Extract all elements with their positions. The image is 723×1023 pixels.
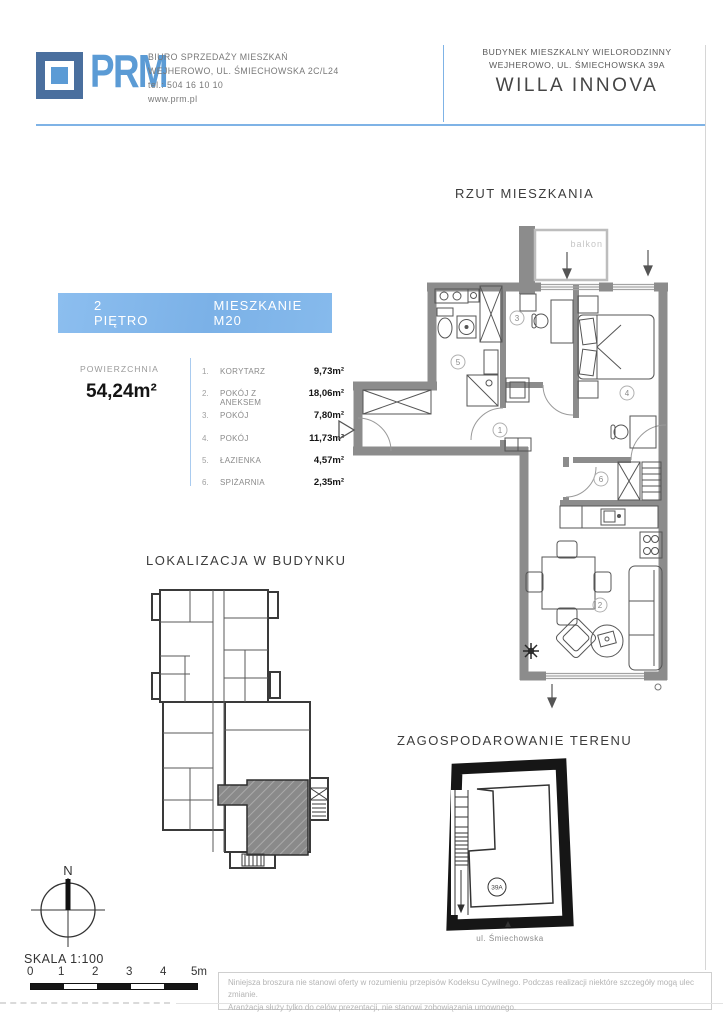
plan-marker <box>655 684 661 690</box>
company-website: www.prm.pl <box>148 94 198 105</box>
scale-label: SKALA 1:100 <box>24 952 104 966</box>
header-rule <box>36 124 705 126</box>
pantry-furniture <box>618 462 661 500</box>
room-area: 18,06m² <box>308 388 344 400</box>
room-row <box>202 366 344 388</box>
room-list <box>202 366 344 499</box>
room-number: 3. <box>202 411 209 421</box>
company-line: BIURO SPRZEDAŻY MIESZKAŃ <box>148 52 288 62</box>
entrance-arrow-icon <box>339 421 354 439</box>
compass <box>25 862 115 957</box>
scale-tick: 3 <box>126 966 133 978</box>
room-number: 4. <box>202 433 209 443</box>
total-area-value: 54,24m² <box>86 381 157 402</box>
room-row <box>202 388 344 410</box>
kitchen-furniture <box>560 506 662 558</box>
room-row <box>202 433 344 455</box>
header-divider <box>443 45 444 122</box>
scale-ticks <box>27 966 217 980</box>
building-type: BUDYNEK MIESZKALNY WIELORODZINNY <box>482 47 672 57</box>
site-plan-title: ZAGOSPODAROWANIE TERENU <box>397 733 633 748</box>
apartment-floor-plan <box>337 222 715 714</box>
unit-label: MIESZKANIE M20 <box>213 298 303 328</box>
room-area: 7,80m² <box>313 410 344 422</box>
building-info <box>449 46 705 97</box>
balcony-label: balkon <box>570 239 603 249</box>
street-label: ul. Śmiechowska <box>476 934 544 943</box>
room-number: 5. <box>202 455 209 465</box>
location-plan-title: LOKALIZACJA W BUDYNKU <box>146 553 347 568</box>
scale-tick: 2 <box>92 966 99 978</box>
room-area: 9,73m² <box>313 366 344 377</box>
room-number: 1. <box>202 367 209 376</box>
room-name: POKÓJ <box>220 433 249 443</box>
svg-text:1: 1 <box>497 426 503 435</box>
total-area-label: POWIERZCHNIA <box>80 364 159 374</box>
room-number: 2. <box>202 389 209 399</box>
scale-tick: 1 <box>58 966 65 978</box>
room-row <box>202 477 344 499</box>
svg-text:6: 6 <box>598 475 604 484</box>
svg-text:4: 4 <box>624 389 630 398</box>
plant-icon <box>523 643 539 659</box>
disclaimer-line: Aranżacja służy tylko do celów prezentacji, nie stanowi zobowiązania umownego. <box>228 1002 517 1012</box>
room-name: KORYTARZ <box>220 367 266 376</box>
prm-logo-icon <box>36 52 83 99</box>
scale-tick: 5m <box>191 966 207 978</box>
company-line: tel.: 504 16 10 10 <box>148 80 224 91</box>
disclaimer-box <box>218 972 712 1010</box>
building-location-plan <box>130 578 370 874</box>
scale-tick: 4 <box>160 966 167 978</box>
north-label: N <box>63 863 73 878</box>
north-needle-icon <box>66 879 71 910</box>
disclaimer-line: Niniejsza broszura nie stanowi oferty w rozumieniu przepisów Kodeksu Cywilnego. Podczas realizacji niektóre szczegóły mogą ulec zmianie. <box>228 978 694 1000</box>
outer-walls <box>353 283 668 680</box>
site-plan <box>435 755 585 945</box>
room-number: 6. <box>202 477 209 487</box>
scale-bar <box>30 983 198 990</box>
svg-text:3: 3 <box>514 314 520 323</box>
building-name: WILLA INNOVA <box>495 74 659 96</box>
room-name: ŁAZIENKA <box>220 455 262 465</box>
room-name: SPIŻARNIA <box>220 477 265 487</box>
room-area: 2,35m² <box>313 476 344 488</box>
room-area: 4,57m² <box>313 454 344 466</box>
room-area: 11,73m² <box>309 432 344 444</box>
room-name: POKÓJ <box>220 411 249 421</box>
room-row <box>202 455 344 477</box>
prm-logo-inner-square <box>51 67 68 84</box>
page-bottom-dashed-border <box>0 1002 170 1004</box>
floor-label: 2 PIĘTRO <box>94 298 149 328</box>
svg-text:2: 2 <box>597 601 603 610</box>
building-address: WEJHEROWO, UL. ŚMIECHOWSKA 39A <box>489 59 665 70</box>
balcony-outline <box>535 230 607 280</box>
bathroom-fixtures <box>435 286 502 406</box>
living-furniture <box>526 541 662 670</box>
bedroom-furniture <box>578 296 656 448</box>
building-number: 39A <box>491 884 503 892</box>
company-line: WEJHEROWO, UL. ŚMIECHOWSKA 2C/L24 <box>148 66 339 77</box>
room-row <box>202 410 344 432</box>
apartment-banner <box>58 293 332 333</box>
prm-logo-text: PRM <box>90 45 167 97</box>
page-bottom-border <box>176 1003 723 1004</box>
scale-tick: 0 <box>27 966 34 978</box>
floor-plan-title: RZUT MIESZKANIA <box>455 186 595 201</box>
svg-text:5: 5 <box>455 358 461 367</box>
info-divider <box>190 358 191 486</box>
room-name: POKÓJ Z ANEKSEM <box>220 389 262 408</box>
room3-furniture <box>520 294 573 343</box>
company-info <box>148 50 339 106</box>
